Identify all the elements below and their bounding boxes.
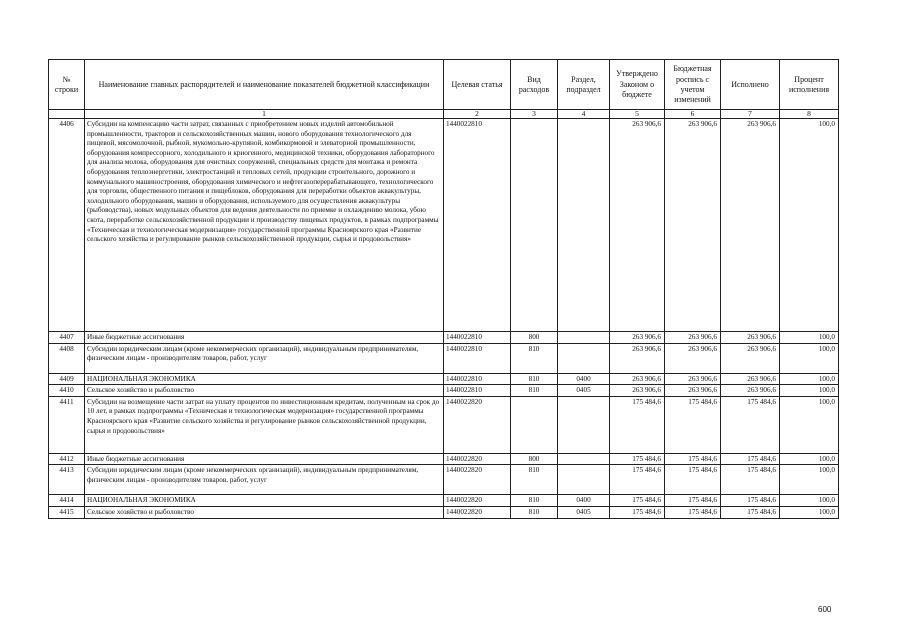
row-number: 4408 (49, 343, 85, 373)
executed-amount: 175 484,6 (721, 453, 780, 465)
table-body (49, 119, 839, 519)
executed-amount: 263 906,6 (721, 343, 780, 373)
target-article: 1440022820 (444, 506, 511, 518)
expense-type: 800 (511, 332, 558, 344)
target-article: 1440022820 (444, 396, 511, 453)
target-article: 1440022810 (444, 373, 511, 385)
expense-type: 810 (511, 465, 558, 495)
approved-amount: 263 906,6 (610, 119, 665, 332)
execution-percent: 100,0 (780, 332, 839, 344)
section-code: 0405 (558, 385, 610, 397)
target-article: 1440022810 (444, 343, 511, 373)
column-number: 7 (721, 110, 780, 119)
section-code: 0400 (558, 373, 610, 385)
executed-amount: 263 906,6 (721, 119, 780, 332)
header-percent: Процент исполнения (780, 60, 839, 110)
target-article: 1440022820 (444, 453, 511, 465)
budget-list-amount: 175 484,6 (665, 453, 721, 465)
row-name: Иные бюджетные ассигнования (85, 453, 444, 465)
approved-amount: 263 906,6 (610, 343, 665, 373)
row-name: Субсидии на возмещение части затрат на уплату процентов по инвестиционным кредитам, полученным на срок до 10 лет, в рамках подпрограммы «Техническая и технологическая модернизация» государственной программы Красноярского края «Развитие сельского хозяйства и регулирование рынков сельскохозяйственной продукции, сырья и продовольствия» (85, 396, 444, 453)
column-number: 4 (558, 110, 610, 119)
header-section: Раздел, подраздел (558, 60, 610, 110)
section-code (558, 343, 610, 373)
budget-list-amount: 263 906,6 (665, 385, 721, 397)
approved-amount: 175 484,6 (610, 396, 665, 453)
row-number: 4407 (49, 332, 85, 344)
column-number: 3 (511, 110, 558, 119)
approved-amount: 263 906,6 (610, 332, 665, 344)
table-row (49, 119, 839, 332)
row-number: 4410 (49, 385, 85, 397)
execution-percent: 100,0 (780, 465, 839, 495)
row-number: 4409 (49, 373, 85, 385)
budget-list-amount: 175 484,6 (665, 396, 721, 453)
header-executed: Исполнено (721, 60, 780, 110)
column-number-row (49, 110, 839, 119)
budget-list-amount: 175 484,6 (665, 495, 721, 507)
target-article: 1440022810 (444, 119, 511, 332)
table-row (49, 385, 839, 397)
executed-amount: 263 906,6 (721, 385, 780, 397)
column-number: 5 (610, 110, 665, 119)
column-number: 2 (444, 110, 511, 119)
row-number: 4406 (49, 119, 85, 332)
execution-percent: 100,0 (780, 343, 839, 373)
budget-list-amount: 263 906,6 (665, 373, 721, 385)
expense-type: 810 (511, 495, 558, 507)
target-article: 1440022810 (444, 332, 511, 344)
approved-amount: 263 906,6 (610, 373, 665, 385)
page-number: 600 (818, 605, 832, 614)
executed-amount: 175 484,6 (721, 465, 780, 495)
approved-amount: 263 906,6 (610, 385, 665, 397)
execution-percent: 100,0 (780, 506, 839, 518)
approved-amount: 175 484,6 (610, 453, 665, 465)
table-row (49, 373, 839, 385)
row-name: Субсидии юридическим лицам (кроме некоммерческих организаций), индивидуальным предпринимателям, физическим лицам - производителям товаров, работ, услуг (85, 465, 444, 495)
column-number: 1 (85, 110, 444, 119)
execution-percent: 100,0 (780, 396, 839, 453)
row-name: Субсидии юридическим лицам (кроме некоммерческих организаций), индивидуальным предпринимателям, физическим лицам - производителям товаров, работ, услуг (85, 343, 444, 373)
header-name: Наименование главных распорядителей и наименование показателей бюджетной классификации (85, 60, 444, 110)
row-number: 4414 (49, 495, 85, 507)
execution-percent: 100,0 (780, 453, 839, 465)
executed-amount: 175 484,6 (721, 506, 780, 518)
executed-amount: 175 484,6 (721, 396, 780, 453)
table-row (49, 343, 839, 373)
section-code (558, 119, 610, 332)
approved-amount: 175 484,6 (610, 495, 665, 507)
row-number: 4412 (49, 453, 85, 465)
section-code (558, 396, 610, 453)
header-budget-list: Бюджетная роспись с учетом изменений (665, 60, 721, 110)
executed-amount: 175 484,6 (721, 495, 780, 507)
table-row (49, 495, 839, 507)
header-row-no: № строки (49, 60, 85, 110)
expense-type: 810 (511, 373, 558, 385)
executed-amount: 263 906,6 (721, 373, 780, 385)
table-row (49, 506, 839, 518)
column-number: 6 (665, 110, 721, 119)
column-number: 8 (780, 110, 839, 119)
row-name: Сельское хозяйство и рыболовство (85, 506, 444, 518)
expense-type: 810 (511, 506, 558, 518)
row-name: Сельское хозяйство и рыболовство (85, 385, 444, 397)
section-code: 0400 (558, 495, 610, 507)
header-exp-type: Вид расходов (511, 60, 558, 110)
section-code (558, 453, 610, 465)
section-code (558, 332, 610, 344)
table-row (49, 453, 839, 465)
target-article: 1440022820 (444, 465, 511, 495)
approved-amount: 175 484,6 (610, 465, 665, 495)
row-number: 4411 (49, 396, 85, 453)
row-number: 4415 (49, 506, 85, 518)
expense-type (511, 396, 558, 453)
budget-table (48, 59, 839, 519)
table-row (49, 332, 839, 344)
expense-type: 800 (511, 453, 558, 465)
budget-list-amount: 175 484,6 (665, 465, 721, 495)
row-name: Иные бюджетные ассигнования (85, 332, 444, 344)
budget-list-amount: 263 906,6 (665, 332, 721, 344)
expense-type: 810 (511, 343, 558, 373)
execution-percent: 100,0 (780, 495, 839, 507)
execution-percent: 100,0 (780, 385, 839, 397)
table-row (49, 465, 839, 495)
table-row (49, 396, 839, 453)
row-number: 4413 (49, 465, 85, 495)
budget-list-amount: 263 906,6 (665, 119, 721, 332)
executed-amount: 263 906,6 (721, 332, 780, 344)
target-article: 1440022810 (444, 385, 511, 397)
section-code (558, 465, 610, 495)
row-name: НАЦИОНАЛЬНАЯ ЭКОНОМИКА (85, 373, 444, 385)
header-row (49, 60, 839, 110)
header-target: Целевая статья (444, 60, 511, 110)
expense-type (511, 119, 558, 332)
approved-amount: 175 484,6 (610, 506, 665, 518)
header-approved: Утверждено Законом о бюджете (610, 60, 665, 110)
execution-percent: 100,0 (780, 373, 839, 385)
row-name: Субсидии на компенсацию части затрат, связанных с приобретением новых изделий автомобильной промышленности, тракторов и сельскохозяйственных машин, нового оборудования технологического для пищевой, мясомолочной, рыбной, мукомольно-крупяной, комбикормовой и элеваторной промышленности, оборудования компрессорного, холодильного и криогенного, медицинской техники, оборудования лабораторного для анализа молока, оборудования для очистных сооружений, специальных средств для монтажа и ремонта оборудования теплоэнергетики, электростанций и тепловых сетей, продукции строительного, дорожного и коммунального машиностроения, оборудования химического и нефтегазоперерабатывающего, технологического для торговли, общественного питания и пищеблоков, оборудования для переработки объектов аквакультуры, холодильного оборудования, машин и оборудования, используемого для осуществления аквакультуры (рыбоводства), новых модульных объектов для ведения деятельности по приемке и охлаждению молока, убою скота, переработке сельскохозяйственной продукции и производству пищевых продуктов, в рамках подпрограммы «Техническая и технологическая модернизация» государственной программы Красноярского края «Развитие сельского хозяйства и регулирование рынков сельскохозяйственной продукции, сырья и продовольствия» (85, 119, 444, 332)
execution-percent: 100,0 (780, 119, 839, 332)
row-name: НАЦИОНАЛЬНАЯ ЭКОНОМИКА (85, 495, 444, 507)
section-code: 0405 (558, 506, 610, 518)
budget-list-amount: 263 906,6 (665, 343, 721, 373)
target-article: 1440022820 (444, 495, 511, 507)
budget-list-amount: 175 484,6 (665, 506, 721, 518)
expense-type: 810 (511, 385, 558, 397)
